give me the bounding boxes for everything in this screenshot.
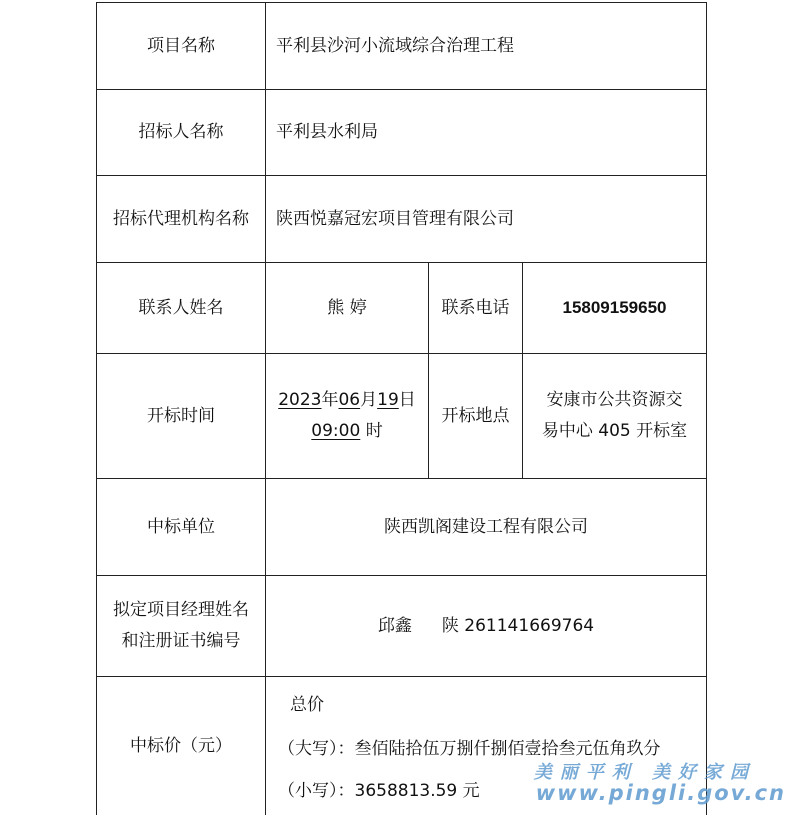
manager-value	[265, 575, 707, 677]
opening-time-value	[265, 353, 429, 479]
year-unit: 年	[321, 390, 339, 411]
day-unit: 日	[398, 390, 416, 411]
opening-time-label: 开标时间	[96, 353, 266, 479]
price-lower: （小写）：3658813.59 元	[278, 781, 480, 801]
opening-clock: 09:00	[311, 421, 361, 441]
tenderer-label: 招标人名称	[96, 89, 266, 176]
opening-place-label: 开标地点	[428, 353, 523, 479]
phone-label: 联系电话	[428, 262, 523, 354]
price-upper: （大写）：叁佰陆拾伍万捌仟捌佰壹拾叁元伍角玖分	[278, 739, 661, 759]
project-name-value: 平利县沙河小流域综合治理工程	[265, 2, 707, 90]
opening-place-value	[522, 353, 707, 479]
opening-year: 2023	[278, 390, 322, 411]
manager-label	[96, 575, 266, 677]
opening-date	[278, 388, 416, 413]
opening-month: 06	[338, 390, 361, 411]
opening-hour	[311, 419, 382, 444]
watermark-url: www.pingli.gov.cn	[535, 781, 786, 805]
agency-label: 招标代理机构名称	[96, 175, 266, 263]
time-unit: 时	[365, 421, 383, 441]
contact-label: 联系人姓名	[96, 262, 266, 354]
price-label: 中标价（元）	[96, 676, 266, 815]
project-name-label: 项目名称	[96, 2, 266, 90]
watermark-slogan: 美丽平利 美好家园	[533, 762, 756, 783]
place-line-1: 安康市公共资源交	[546, 390, 683, 411]
manager-label-line-2: 和注册证书编号	[121, 631, 241, 651]
tenderer-value: 平利县水利局	[265, 89, 707, 176]
contact-name: 熊 婷	[265, 262, 429, 354]
agency-value: 陕西悦嘉冠宏项目管理有限公司	[265, 175, 707, 263]
winner-value: 陕西凯阁建设工程有限公司	[265, 478, 707, 576]
month-unit: 月	[360, 390, 378, 411]
manager-name: 邱鑫	[377, 615, 412, 636]
phone-value: 15809159650	[522, 262, 707, 354]
price-total: 总价	[290, 695, 324, 715]
manager-label-line-1: 拟定项目经理姓名	[113, 600, 249, 621]
place-line-2: 易中心 405 开标室	[541, 421, 688, 441]
manager-cert: 陕 261141669764	[441, 615, 595, 636]
winner-label: 中标单位	[96, 478, 266, 576]
opening-day: 19	[377, 390, 399, 411]
